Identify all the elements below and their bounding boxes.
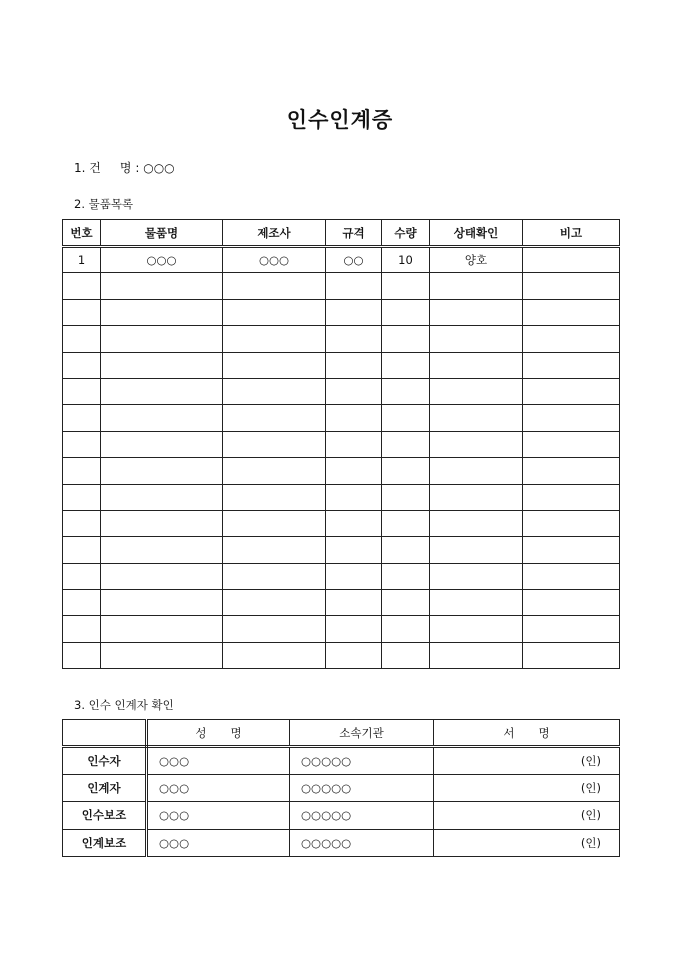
cell-condition — [430, 352, 523, 378]
cell-quantity — [382, 431, 430, 457]
confirm-header-corner — [63, 720, 147, 747]
header-number: 번호 — [63, 220, 101, 247]
confirm-role: 인계자 — [63, 774, 147, 802]
cell-number — [63, 352, 101, 378]
cell-condition — [430, 405, 523, 431]
cell-item-name — [101, 510, 223, 536]
cell-manufacturer — [223, 431, 326, 457]
cell-spec — [326, 616, 382, 642]
cell-remarks — [523, 299, 620, 325]
cell-condition — [430, 510, 523, 536]
cell-manufacturer — [223, 484, 326, 510]
cell-quantity — [382, 326, 430, 352]
cell-spec — [326, 378, 382, 404]
confirm-header-name: 성명 — [147, 720, 290, 747]
cell-manufacturer — [223, 378, 326, 404]
cell-remarks — [523, 405, 620, 431]
cell-spec — [326, 642, 382, 668]
cell-remarks — [523, 352, 620, 378]
cell-quantity: 10 — [382, 247, 430, 273]
cell-spec — [326, 405, 382, 431]
cell-manufacturer — [223, 537, 326, 563]
table-row — [63, 590, 620, 616]
cell-remarks — [523, 378, 620, 404]
confirm-table — [62, 719, 620, 857]
cell-remarks — [523, 616, 620, 642]
cell-quantity — [382, 590, 430, 616]
subject-line — [74, 159, 175, 176]
cell-item-name — [101, 378, 223, 404]
cell-manufacturer — [223, 563, 326, 589]
cell-remarks — [523, 484, 620, 510]
cell-item-name — [101, 563, 223, 589]
cell-spec — [326, 484, 382, 510]
header-spec: 규격 — [326, 220, 382, 247]
table-row — [63, 458, 620, 484]
cell-item-name — [101, 326, 223, 352]
table-row — [63, 537, 620, 563]
header-remarks: 비고 — [523, 220, 620, 247]
confirm-role: 인수자 — [63, 747, 147, 775]
cell-condition — [430, 378, 523, 404]
cell-quantity — [382, 378, 430, 404]
cell-number — [63, 642, 101, 668]
cell-condition — [430, 431, 523, 457]
confirm-org: ○○○○○ — [290, 774, 434, 802]
confirm-sign: (인) — [434, 802, 620, 830]
cell-remarks — [523, 273, 620, 299]
header-condition: 상태확인 — [430, 220, 523, 247]
cell-number — [63, 431, 101, 457]
cell-number — [63, 326, 101, 352]
cell-manufacturer — [223, 642, 326, 668]
cell-remarks — [523, 431, 620, 457]
cell-manufacturer — [223, 405, 326, 431]
confirm-sign: (인) — [434, 829, 620, 857]
cell-item-name — [101, 458, 223, 484]
cell-manufacturer — [223, 326, 326, 352]
cell-number — [63, 273, 101, 299]
table-row — [63, 378, 620, 404]
table-row — [63, 405, 620, 431]
cell-number — [63, 484, 101, 510]
cell-remarks — [523, 537, 620, 563]
cell-condition — [430, 299, 523, 325]
cell-number — [63, 616, 101, 642]
cell-quantity — [382, 537, 430, 563]
cell-spec — [326, 299, 382, 325]
cell-number — [63, 458, 101, 484]
confirm-org: ○○○○○ — [290, 829, 434, 857]
cell-spec: ○○ — [326, 247, 382, 273]
table-row — [63, 563, 620, 589]
cell-manufacturer — [223, 616, 326, 642]
cell-remarks — [523, 590, 620, 616]
subject-label: 1. 건 명 : — [74, 161, 140, 175]
confirm-header-org: 소속기관 — [290, 720, 434, 747]
cell-item-name — [101, 484, 223, 510]
cell-item-name — [101, 431, 223, 457]
confirm-name: ○○○ — [147, 774, 290, 802]
confirm-name: ○○○ — [147, 829, 290, 857]
subject-value: ○○○ — [143, 161, 175, 175]
cell-condition: 양호 — [430, 247, 523, 273]
cell-spec — [326, 537, 382, 563]
cell-manufacturer — [223, 273, 326, 299]
cell-number — [63, 299, 101, 325]
cell-spec — [326, 326, 382, 352]
cell-quantity — [382, 299, 430, 325]
cell-condition — [430, 616, 523, 642]
cell-item-name — [101, 537, 223, 563]
document-title: 인수인계증 — [286, 108, 394, 132]
cell-spec — [326, 273, 382, 299]
cell-quantity — [382, 484, 430, 510]
table-row — [63, 616, 620, 642]
cell-spec — [326, 510, 382, 536]
table-row — [63, 484, 620, 510]
cell-item-name — [101, 590, 223, 616]
cell-condition — [430, 326, 523, 352]
cell-condition — [430, 484, 523, 510]
table-row — [63, 273, 620, 299]
cell-item-name — [101, 352, 223, 378]
cell-manufacturer — [223, 510, 326, 536]
cell-spec — [326, 352, 382, 378]
confirm-header-row — [63, 720, 620, 747]
table-row — [63, 829, 620, 857]
table-row — [63, 642, 620, 668]
table-row — [63, 510, 620, 536]
cell-quantity — [382, 352, 430, 378]
cell-remarks — [523, 510, 620, 536]
cell-quantity — [382, 405, 430, 431]
table-row — [63, 352, 620, 378]
header-quantity: 수량 — [382, 220, 430, 247]
cell-spec — [326, 458, 382, 484]
items-header-row — [63, 220, 620, 247]
confirm-header-sign: 서명 — [434, 720, 620, 747]
cell-remarks — [523, 458, 620, 484]
table-row — [63, 747, 620, 775]
cell-condition — [430, 590, 523, 616]
cell-manufacturer — [223, 352, 326, 378]
confirm-name: ○○○ — [147, 747, 290, 775]
confirm-role: 인수보조 — [63, 802, 147, 830]
cell-remarks — [523, 642, 620, 668]
cell-item-name — [101, 642, 223, 668]
table-row — [63, 802, 620, 830]
header-item-name: 물품명 — [101, 220, 223, 247]
cell-remarks — [523, 563, 620, 589]
cell-item-name: ○○○ — [101, 247, 223, 273]
cell-manufacturer — [223, 299, 326, 325]
cell-manufacturer — [223, 590, 326, 616]
cell-spec — [326, 431, 382, 457]
confirm-org: ○○○○○ — [290, 747, 434, 775]
cell-number: 1 — [63, 247, 101, 273]
cell-quantity — [382, 563, 430, 589]
cell-item-name — [101, 299, 223, 325]
cell-quantity — [382, 458, 430, 484]
cell-condition — [430, 642, 523, 668]
confirm-org: ○○○○○ — [290, 802, 434, 830]
cell-quantity — [382, 273, 430, 299]
items-table — [62, 219, 620, 669]
cell-number — [63, 563, 101, 589]
cell-quantity — [382, 510, 430, 536]
confirm-role: 인계보조 — [63, 829, 147, 857]
cell-number — [63, 590, 101, 616]
table-row — [63, 299, 620, 325]
cell-item-name — [101, 273, 223, 299]
cell-spec — [326, 590, 382, 616]
cell-number — [63, 510, 101, 536]
cell-quantity — [382, 642, 430, 668]
cell-number — [63, 378, 101, 404]
section-items-label: 2. 물품목록 — [74, 197, 134, 211]
cell-condition — [430, 537, 523, 563]
cell-condition — [430, 458, 523, 484]
table-row — [63, 247, 620, 273]
confirm-sign: (인) — [434, 774, 620, 802]
cell-number — [63, 537, 101, 563]
cell-manufacturer: ○○○ — [223, 247, 326, 273]
confirm-sign: (인) — [434, 747, 620, 775]
header-manufacturer: 제조사 — [223, 220, 326, 247]
table-row — [63, 774, 620, 802]
cell-condition — [430, 563, 523, 589]
cell-item-name — [101, 616, 223, 642]
table-row — [63, 326, 620, 352]
cell-manufacturer — [223, 458, 326, 484]
cell-number — [63, 405, 101, 431]
cell-condition — [430, 273, 523, 299]
cell-quantity — [382, 616, 430, 642]
confirm-name: ○○○ — [147, 802, 290, 830]
section-confirm-label: 3. 인수 인계자 확인 — [74, 698, 174, 712]
cell-remarks — [523, 247, 620, 273]
cell-remarks — [523, 326, 620, 352]
table-row — [63, 431, 620, 457]
cell-item-name — [101, 405, 223, 431]
cell-spec — [326, 563, 382, 589]
